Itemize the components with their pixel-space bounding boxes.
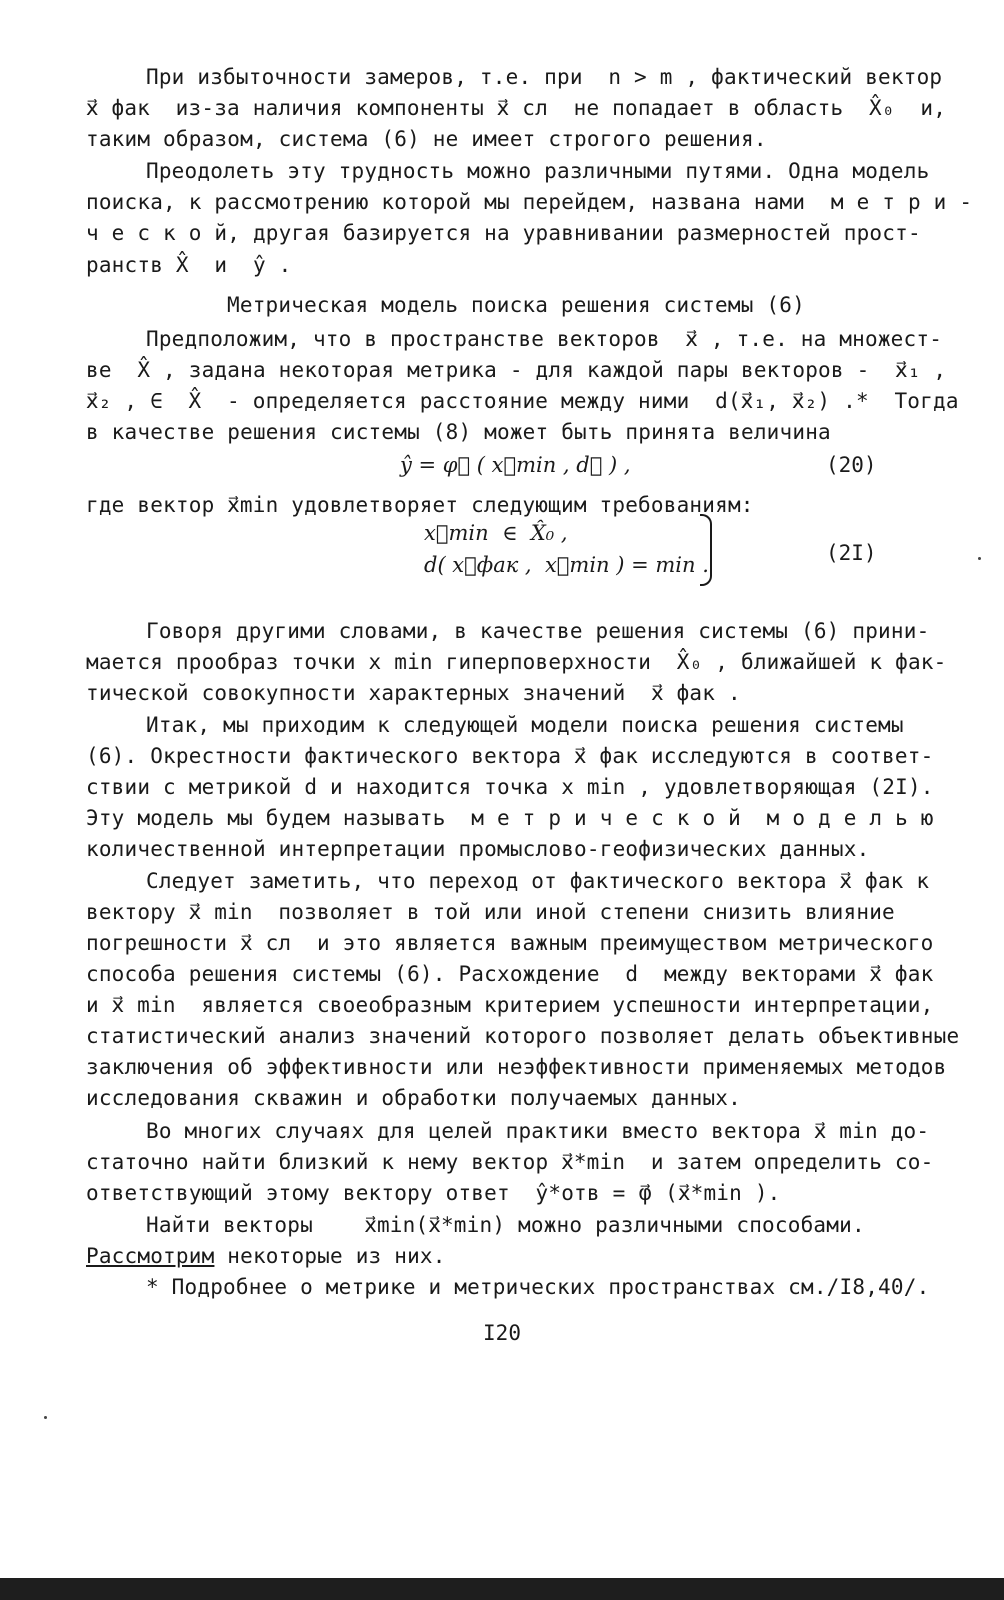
underlined-word: Рассмотрим bbox=[86, 1244, 215, 1268]
text-line-29: исследования скважин и обработки получаемых данных. bbox=[86, 1086, 741, 1110]
text-line-33: Найти векторы x⃗min(x⃗*min) можно различными способами. bbox=[146, 1213, 865, 1237]
footnote: * Подробнее о метрике и метрических пространствах см./I8,40/. bbox=[146, 1275, 930, 1299]
equation-20-number: (20) bbox=[826, 453, 877, 477]
equation-21-brace bbox=[700, 514, 712, 586]
text-line-17: Итак, мы приходим к следующей модели поиска решения системы bbox=[146, 713, 904, 737]
equation-20: ŷ = φ⃗ ( x⃗min , d⃗ ) , bbox=[400, 453, 631, 477]
text-line-18: (6). Окрестности фактического вектора x⃗ фак исследуются в соответ- bbox=[86, 744, 934, 768]
text-line-5: поиска, к рассмотрению которой мы перейдем, названа нами м е т р и - bbox=[86, 190, 973, 214]
text-line-27: статистический анализ значений которого позволяет делать объективные bbox=[86, 1024, 960, 1048]
text-line-34 bbox=[86, 1241, 966, 1271]
page-number: I20 bbox=[483, 1321, 521, 1345]
text-line-10: ве X̂ , задана некоторая метрика - для каждой пары векторов - x⃗₁ , bbox=[86, 358, 947, 382]
text-line-12: в качестве решения системы (8) может быть принята величина bbox=[86, 420, 831, 444]
text-line-2: x⃗ фак из-за наличия компоненты x⃗ сл не попадает в область X̂₀ и, bbox=[86, 96, 947, 120]
text-line-19: ствии с метрикой d и находится точка x min , удовлетворяющая (2I). bbox=[86, 775, 934, 799]
text-line-20: Эту модель мы будем называть м е т р и ч е с к о й м о д е л ь ю bbox=[86, 806, 934, 830]
equation-21-number: (2I) bbox=[826, 541, 877, 565]
text-line-15: мается прообраз точки x min гиперповерхности X̂₀ , ближайшей к фак- bbox=[86, 650, 947, 674]
text-line-1: При избыточности замеров, т.е. при n > m , фактический вектор bbox=[146, 65, 943, 89]
text-line-13: где вектор x⃗min удовлетворяет следующим требованиям: bbox=[86, 493, 754, 517]
text-line-6: ч е с к о й, другая базируется на уравнивании размерностей прост- bbox=[86, 221, 921, 245]
text-line-34-rest: некоторые из них. bbox=[227, 1244, 446, 1268]
text-line-25: способа решения системы (6). Расхождение d между векторами x⃗ фак bbox=[86, 962, 934, 986]
equation-21-line-2: d( x⃗фак , x⃗min ) = min . bbox=[424, 553, 709, 577]
text-line-23: вектору x⃗ min позволяет в той или иной степени снизить влияние bbox=[86, 900, 895, 924]
text-line-22: Следует заметить, что переход от фактического вектора x⃗ фак к bbox=[146, 869, 930, 893]
equation-21-line-1: x⃗min ∈ X̂₀ , bbox=[424, 521, 568, 545]
section-heading: Метрическая модель поиска решения системы (6) bbox=[227, 293, 805, 317]
text-line-9: Предположим, что в пространстве векторов x⃗ , т.е. на множест- bbox=[146, 327, 943, 351]
text-line-16: тической совокупности характерных значений x⃗ фак . bbox=[86, 681, 741, 705]
text-line-14: Говоря другими словами, в качестве решения системы (6) прини- bbox=[146, 619, 930, 643]
scan-bottom-edge bbox=[0, 1578, 1004, 1600]
text-line-21: количественной интерпретации промыслово-геофизических данных. bbox=[86, 837, 870, 861]
text-line-32: ответствующий этому вектору ответ ŷ*отв = φ⃗ (x⃗*min ). bbox=[86, 1181, 781, 1205]
text-line-3: таким образом, система (6) не имеет строгого решения. bbox=[86, 127, 767, 151]
text-line-28: заключения об эффективности или неэффективности применяемых методов bbox=[86, 1055, 947, 1079]
scan-speck bbox=[978, 557, 981, 560]
text-line-30: Во многих случаях для целей практики вместо вектора x⃗ min до- bbox=[146, 1119, 930, 1143]
text-line-24: погрешности x⃗ сл и это является важным преимуществом метрического bbox=[86, 931, 934, 955]
text-line-26: и x⃗ min является своеобразным критерием успешности интерпретации, bbox=[86, 993, 934, 1017]
text-line-4: Преодолеть эту трудность можно различными путями. Одна модель bbox=[146, 159, 930, 183]
text-line-11: x⃗₂ , ∈ X̂ - определяется расстояние между ними d(x⃗₁, x⃗₂) .* Тогда bbox=[86, 389, 959, 413]
text-line-7: ранств X̂ и ŷ . bbox=[86, 253, 292, 277]
text-line-31: статочно найти близкий к нему вектор x⃗*min и затем определить со- bbox=[86, 1150, 934, 1174]
scan-speck-2 bbox=[44, 1416, 47, 1419]
